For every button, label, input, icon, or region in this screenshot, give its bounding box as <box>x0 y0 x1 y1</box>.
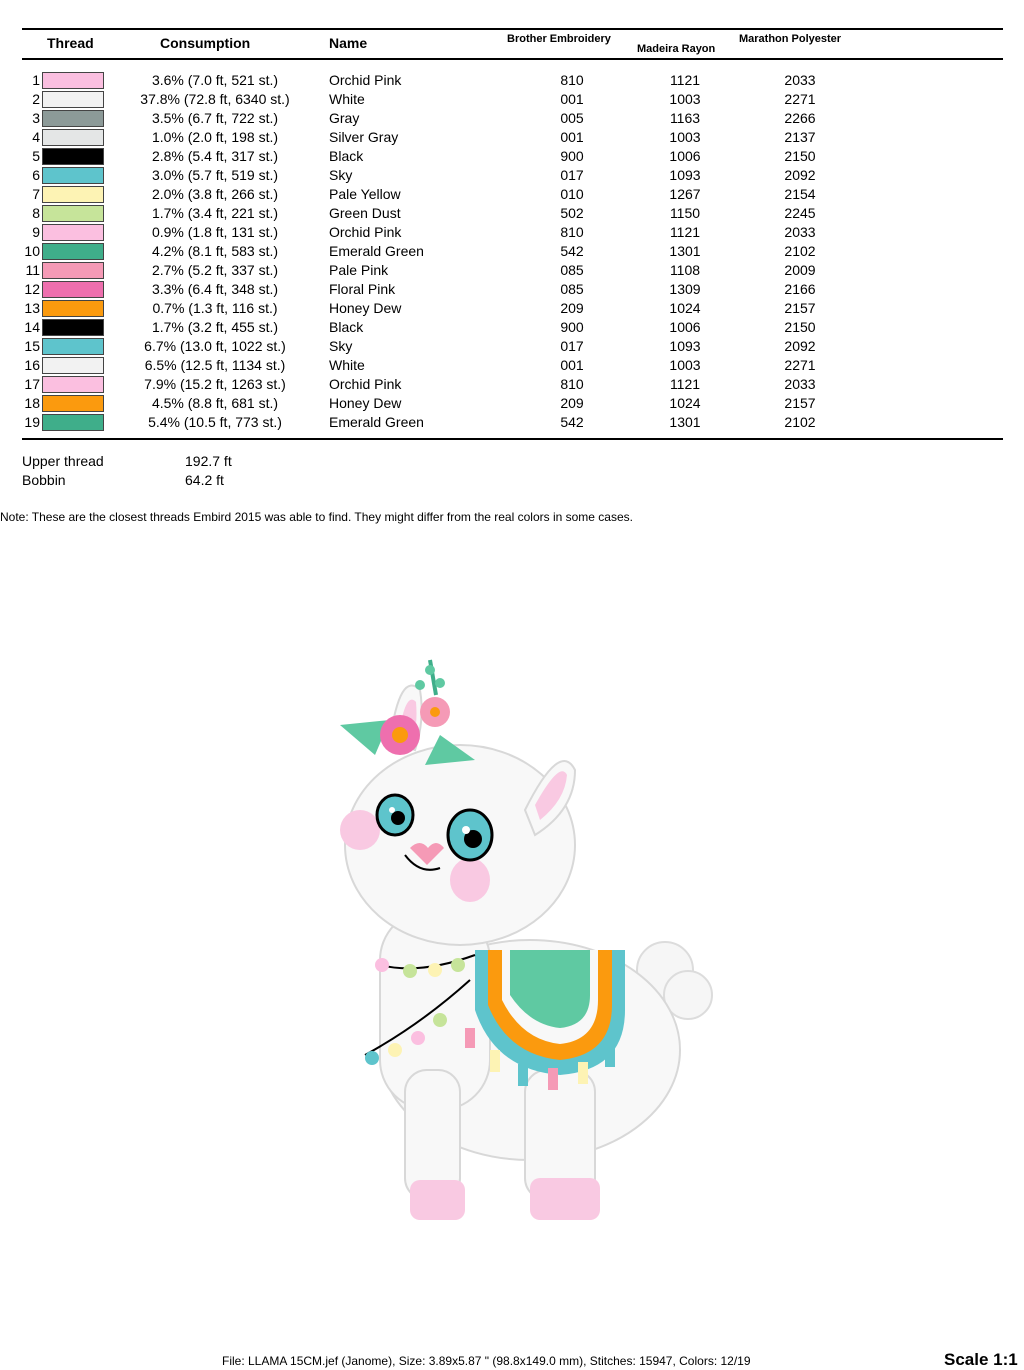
thread-name: Orchid Pink <box>329 72 402 88</box>
thread-name: Pale Pink <box>329 262 389 278</box>
scale-label: Scale 1:1 <box>944 1350 1018 1369</box>
thread-number: 5 <box>32 148 40 164</box>
brother-code: 017 <box>560 338 584 354</box>
thread-name: Silver Gray <box>329 129 399 145</box>
thread-name: Emerald Green <box>329 243 424 259</box>
marathon-code: 2033 <box>784 72 816 88</box>
thread-name: Honey Dew <box>329 300 402 316</box>
thread-row <box>0 299 1024 318</box>
thread-name: Floral Pink <box>329 281 396 297</box>
brother-code: 900 <box>560 148 584 164</box>
marathon-code: 2033 <box>784 224 816 240</box>
thread-row <box>0 280 1024 299</box>
thread-number: 1 <box>32 72 40 88</box>
brother-code: 001 <box>560 129 584 145</box>
madeira-code: 1150 <box>669 205 701 221</box>
marathon-code: 2154 <box>784 186 816 202</box>
brother-code: 085 <box>560 262 584 278</box>
thread-number: 2 <box>32 91 40 107</box>
brother-code: 001 <box>560 91 584 107</box>
brother-code: 502 <box>560 205 584 221</box>
file-info: File: LLAMA 15CM.jef (Janome), Size: 3.89x5.87 " (98.8x149.0 mm), Stitches: 15947, Colors: 12/19 <box>222 1354 751 1368</box>
marathon-code: 2102 <box>784 243 816 259</box>
madeira-code: 1267 <box>669 186 701 202</box>
thread-consumption: 2.7% (5.2 ft, 337 st.) <box>151 262 279 278</box>
bobbin-label: Bobbin <box>22 472 66 488</box>
madeira-code: 1006 <box>669 319 701 335</box>
thread-row <box>0 147 1024 166</box>
marathon-code: 2150 <box>784 319 816 335</box>
upper-thread-label: Upper thread <box>22 453 104 469</box>
thread-table <box>0 71 1024 432</box>
madeira-code: 1093 <box>669 167 701 183</box>
thread-consumption: 1.0% (2.0 ft, 198 st.) <box>151 129 279 145</box>
thread-consumption: 3.6% (7.0 ft, 521 st.) <box>151 72 279 88</box>
bobbin-value: 64.2 ft <box>185 472 224 488</box>
thread-number: 9 <box>32 224 40 240</box>
upper-thread-value: 192.7 ft <box>185 453 232 469</box>
madeira-code: 1093 <box>669 338 701 354</box>
thread-row <box>0 223 1024 242</box>
thread-number: 8 <box>32 205 40 221</box>
thread-color-swatch <box>42 186 104 203</box>
marathon-code: 2271 <box>784 91 816 107</box>
thread-consumption: 4.5% (8.8 ft, 681 st.) <box>151 395 279 411</box>
thread-name: Pale Yellow <box>329 186 401 202</box>
madeira-code: 1121 <box>669 376 701 392</box>
marathon-code: 2157 <box>784 395 816 411</box>
thread-row <box>0 128 1024 147</box>
thread-consumption: 1.7% (3.2 ft, 455 st.) <box>151 319 279 335</box>
thread-number: 18 <box>24 395 40 411</box>
thread-name: Sky <box>329 167 353 183</box>
brother-code: 810 <box>560 376 584 392</box>
brother-code: 900 <box>560 319 584 335</box>
thread-row <box>0 394 1024 413</box>
marathon-code: 2157 <box>784 300 816 316</box>
header-thread: Thread <box>47 35 94 51</box>
thread-number: 7 <box>32 186 40 202</box>
brother-code: 005 <box>560 110 584 126</box>
thread-consumption: 4.2% (8.1 ft, 583 st.) <box>151 243 279 259</box>
thread-color-swatch <box>42 300 104 317</box>
thread-color-swatch <box>42 357 104 374</box>
marathon-code: 2266 <box>784 110 816 126</box>
marathon-code: 2092 <box>784 167 816 183</box>
thread-color-swatch <box>42 167 104 184</box>
thread-name: Orchid Pink <box>329 376 402 392</box>
madeira-code: 1003 <box>669 357 701 373</box>
thread-color-swatch <box>42 338 104 355</box>
thread-row <box>0 337 1024 356</box>
brother-code: 017 <box>560 167 584 183</box>
marathon-code: 2033 <box>784 376 816 392</box>
thread-consumption: 2.8% (5.4 ft, 317 st.) <box>151 148 279 164</box>
brother-code: 085 <box>560 281 584 297</box>
madeira-code: 1309 <box>669 281 701 297</box>
thread-number: 6 <box>32 167 40 183</box>
brother-code: 542 <box>560 414 584 430</box>
marathon-code: 2166 <box>784 281 816 297</box>
thread-name: Black <box>329 148 364 164</box>
thread-consumption: 7.9% (15.2 ft, 1263 st.) <box>144 376 286 392</box>
table-header-rule <box>22 58 1003 60</box>
thread-name: White <box>329 91 365 107</box>
thread-color-swatch <box>42 129 104 146</box>
thread-number: 19 <box>24 414 40 430</box>
thread-color-swatch <box>42 319 104 336</box>
thread-number: 4 <box>32 129 40 145</box>
thread-number: 14 <box>24 319 40 335</box>
thread-row <box>0 204 1024 223</box>
brother-code: 810 <box>560 72 584 88</box>
thread-color-swatch <box>42 205 104 222</box>
madeira-code: 1003 <box>669 129 701 145</box>
thread-number: 12 <box>24 281 40 297</box>
marathon-code: 2137 <box>784 129 816 145</box>
llama-embroidery-preview <box>320 650 720 1230</box>
madeira-code: 1301 <box>669 414 701 430</box>
thread-row <box>0 318 1024 337</box>
marathon-code: 2102 <box>784 414 816 430</box>
thread-color-swatch <box>42 376 104 393</box>
thread-row <box>0 185 1024 204</box>
thread-row <box>0 413 1024 432</box>
thread-number: 15 <box>24 338 40 354</box>
thread-consumption: 0.9% (1.8 ft, 131 st.) <box>151 224 279 240</box>
thread-color-swatch <box>42 91 104 108</box>
thread-row <box>0 375 1024 394</box>
madeira-code: 1024 <box>669 395 701 411</box>
thread-name: Honey Dew <box>329 395 402 411</box>
thread-consumption: 6.7% (13.0 ft, 1022 st.) <box>144 338 286 354</box>
thread-number: 17 <box>24 376 40 392</box>
thread-name: Black <box>329 319 364 335</box>
thread-color-swatch <box>42 262 104 279</box>
thread-color-swatch <box>42 110 104 127</box>
header-consumption: Consumption <box>160 35 251 51</box>
thread-color-swatch <box>42 281 104 298</box>
thread-number: 13 <box>24 300 40 316</box>
madeira-code: 1024 <box>669 300 701 316</box>
madeira-code: 1301 <box>669 243 701 259</box>
madeira-code: 1108 <box>669 262 701 278</box>
thread-consumption: 0.7% (1.3 ft, 116 st.) <box>152 300 278 316</box>
header-name: Name <box>329 35 368 51</box>
thread-consumption: 2.0% (3.8 ft, 266 st.) <box>151 186 279 202</box>
madeira-code: 1003 <box>669 91 701 107</box>
thread-color-swatch <box>42 243 104 260</box>
thread-color-swatch <box>42 414 104 431</box>
thread-consumption: 3.3% (6.4 ft, 348 st.) <box>151 281 279 297</box>
thread-consumption: 6.5% (12.5 ft, 1134 st.) <box>144 357 286 373</box>
marathon-code: 2009 <box>784 262 816 278</box>
thread-name: Gray <box>329 110 360 126</box>
table-bottom-rule <box>22 438 1003 440</box>
brother-code: 810 <box>560 224 584 240</box>
thread-name: Orchid Pink <box>329 224 402 240</box>
thread-row <box>0 90 1024 109</box>
thread-row <box>0 71 1024 90</box>
brother-code: 542 <box>560 243 584 259</box>
madeira-code: 1163 <box>669 110 701 126</box>
madeira-code: 1006 <box>669 148 701 164</box>
thread-name: Green Dust <box>329 205 401 221</box>
thread-consumption: 1.7% (3.4 ft, 221 st.) <box>151 205 279 221</box>
thread-name: White <box>329 357 365 373</box>
thread-name: Sky <box>329 338 353 354</box>
brother-code: 010 <box>560 186 584 202</box>
thread-color-swatch <box>42 395 104 412</box>
header-marathon: Marathon Polyester <box>739 33 842 45</box>
thread-row <box>0 242 1024 261</box>
brother-code: 209 <box>560 300 584 316</box>
thread-note: Note: These are the closest threads Embird 2015 was able to find. They might differ from the real colors in some cases. <box>0 510 633 524</box>
thread-consumption: 37.8% (72.8 ft, 6340 st.) <box>140 91 290 107</box>
thread-color-swatch <box>42 224 104 241</box>
header-brother: Brother Embroidery <box>507 33 611 45</box>
marathon-code: 2245 <box>784 205 816 221</box>
brother-code: 001 <box>560 357 584 373</box>
thread-row <box>0 261 1024 280</box>
thread-consumption: 3.5% (6.7 ft, 722 st.) <box>151 110 279 126</box>
header-madeira: Madeira Rayon <box>637 43 716 55</box>
marathon-code: 2271 <box>784 357 816 373</box>
thread-row <box>0 166 1024 185</box>
madeira-code: 1121 <box>669 224 701 240</box>
marathon-code: 2092 <box>784 338 816 354</box>
thread-row <box>0 109 1024 128</box>
thread-consumption: 5.4% (10.5 ft, 773 st.) <box>148 414 282 430</box>
thread-number: 11 <box>25 262 40 278</box>
brother-code: 209 <box>560 395 584 411</box>
thread-consumption: 3.0% (5.7 ft, 519 st.) <box>151 167 279 183</box>
thread-row <box>0 356 1024 375</box>
llama-hooves <box>410 1178 600 1220</box>
thread-color-swatch <box>42 148 104 165</box>
thread-number: 3 <box>32 110 40 126</box>
thread-name: Emerald Green <box>329 414 424 430</box>
marathon-code: 2150 <box>784 148 816 164</box>
thread-color-swatch <box>42 72 104 89</box>
thread-number: 16 <box>24 357 40 373</box>
madeira-code: 1121 <box>669 72 701 88</box>
table-top-rule <box>22 28 1003 30</box>
thread-number: 10 <box>24 243 40 259</box>
